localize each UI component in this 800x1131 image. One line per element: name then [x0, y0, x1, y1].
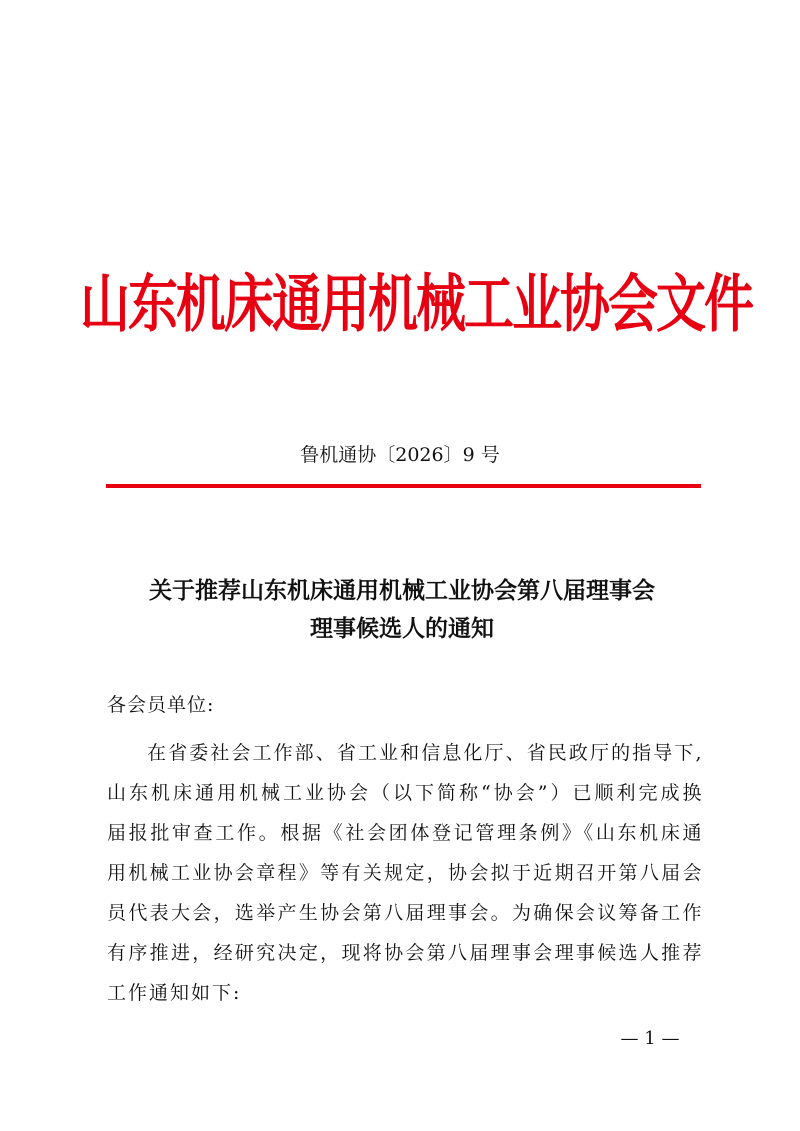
masthead-title: 山东机床通用机械工业协会文件 [80, 266, 752, 341]
body-line: 届报批审查工作。根据《社会团体登记管理条例》《山东机床通 [107, 822, 702, 844]
red-divider-rule [106, 484, 701, 488]
document-number: 鲁机通协〔2026〕9 号 [300, 444, 500, 466]
body-line: 有序推进，经研究决定，现将协会第八届理事会理事候选人推荐 [107, 942, 702, 964]
body-line: 在省委社会工作部、省工业和信息化厅、省民政厅的指导下, [147, 742, 702, 764]
notice-title [96, 572, 708, 648]
body-line: 山东机床通用机械工业协会（以下简称“协会”）已顺利完成换 [107, 782, 702, 804]
notice-title-line-2: 理事候选人的通知 [310, 615, 494, 642]
notice-title-line-1: 关于推荐山东机床通用机械工业协会第八届理事会 [149, 577, 655, 604]
body-line: 用机械工业协会章程》等有关规定，协会拟于近期召开第八届会 [107, 862, 702, 884]
body-line: 员代表大会，选举产生协会第八届理事会。为确保会议筹备工作 [107, 902, 702, 924]
page-number: — 1 — [620, 1028, 680, 1049]
body-paragraph [107, 733, 702, 1013]
body-line: 工作通知如下: [107, 982, 242, 1004]
salutation: 各会员单位: [107, 694, 215, 716]
